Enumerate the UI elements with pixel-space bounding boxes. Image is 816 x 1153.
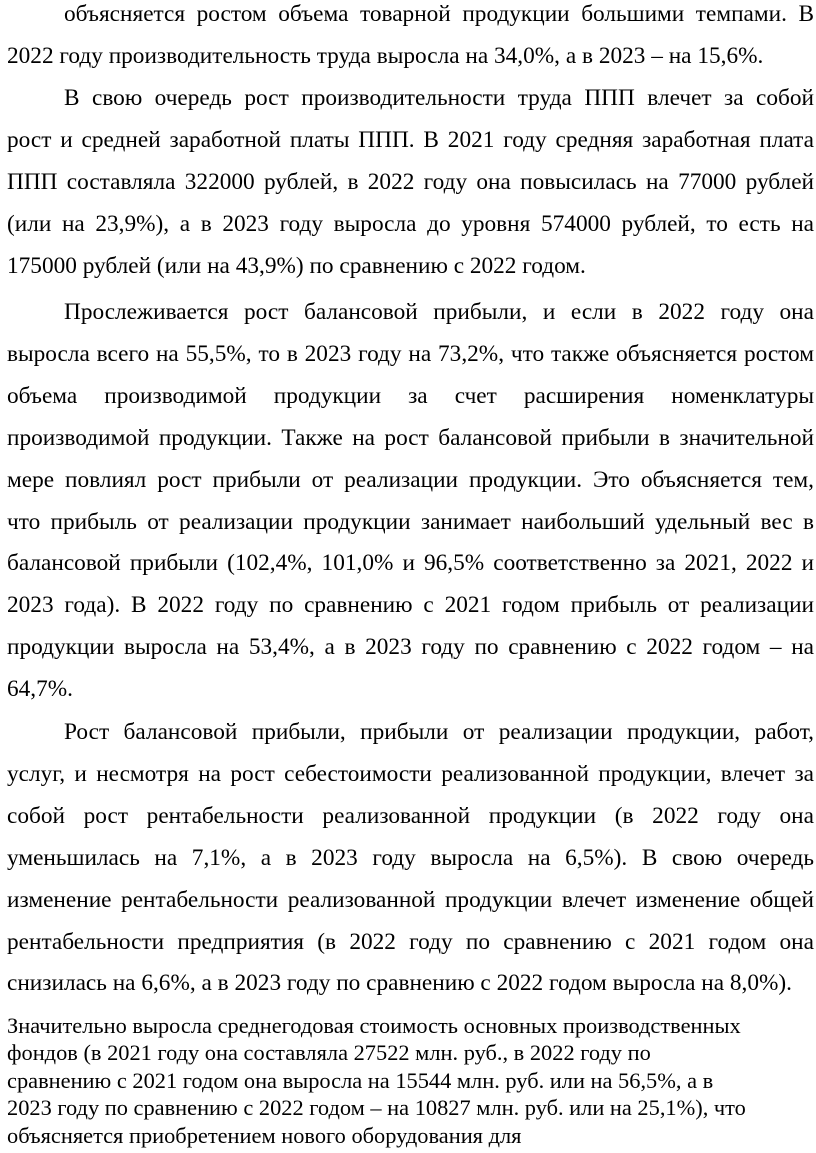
paragraph-profitability — [7, 712, 814, 1005]
text-line: ППП составляла 322000 рублей, в 2022 году она повысилась на 77000 рублей — [7, 168, 814, 195]
text-line: услуг, и несмотря на рост себестоимости реализованной продукции, влечет за — [7, 760, 814, 787]
paragraph-balance-profit — [7, 292, 814, 711]
text-line: снизилась на 6,6%, а в 2023 году по сравнению с 2022 годом выросла на 8,0%). — [7, 970, 792, 997]
text-line: рентабельности предприятия (в 2022 году по сравнению с 2021 годом она — [7, 928, 814, 955]
text-line: балансовой прибыли (102,4%, 101,0% и 96,5% соответственно за 2021, 2022 и — [7, 550, 814, 577]
text-line: объема производимой продукции за счет расширения номенклатуры — [7, 382, 814, 409]
text-line: объясняется приобретением нового оборудования для — [7, 1122, 522, 1148]
text-line: что прибыль от реализации продукции занимает наибольший удельный вес в — [7, 508, 814, 535]
text-line: продукции выросла на 53,4%, а в 2023 году по сравнению с 2022 годом – на — [7, 634, 814, 661]
text-line: (или на 23,9%), а в 2023 году выросла до уровня 574000 рублей, то есть на — [7, 210, 814, 237]
text-line: сравнению с 2021 годом она выросла на 15544 млн. руб. или на 56,5%, а в — [7, 1067, 714, 1093]
text-line: производимой продукции. Также на рост балансовой прибыли в значительной — [7, 424, 814, 451]
text-line: объясняется ростом объема товарной продукции большими темпами. В — [64, 1, 814, 27]
paragraph-productivity — [7, 0, 814, 78]
text-line: рост и средней заработной платы ППП. В 2021 году средняя заработная плата — [7, 126, 814, 153]
text-line: 2023 года). В 2022 году по сравнению с 2021 годом прибыль от реализации — [7, 592, 814, 619]
text-line: изменение рентабельности реализованной продукции влечет изменение общей — [7, 886, 814, 913]
text-line: 2022 году производительность труда выросла на 34,0%, а в 2023 – на 15,6%. — [7, 42, 764, 69]
text-line: фондов (в 2021 году она составляла 27522 млн. руб., в 2022 году по — [7, 1040, 651, 1066]
text-line: собой рост рентабельности реализованной продукции (в 2022 году она — [7, 802, 814, 829]
paragraph-wages — [7, 78, 814, 288]
text-line: уменьшилась на 7,1%, а в 2023 году выросла на 6,5%). В свою очередь — [7, 844, 814, 871]
text-line: 2023 году по сравнению с 2022 годом – на 10827 млн. руб. или на 25,1%), что — [7, 1095, 746, 1121]
text-line: Прослеживается рост балансовой прибыли, и если в 2022 году она — [64, 299, 814, 325]
text-line: В свою очередь рост производительности труда ППП влечет за собой — [64, 85, 814, 111]
text-line: 64,7%. — [7, 676, 74, 703]
text-line: Рост балансовой прибыли, прибыли от реализации продукции, работ, — [64, 719, 814, 745]
text-line: 175000 рублей (или на 43,9%) по сравнению с 2022 годом. — [7, 252, 586, 279]
text-line: Значительно выросла среднегодовая стоимость основных производственных — [7, 1013, 741, 1038]
text-line: выросла всего на 55,5%, то в 2023 году на 73,2%, что также объясняется ростом — [7, 340, 814, 367]
paragraph-fixed-assets — [7, 1012, 814, 1149]
text-line: мере повлиял рост прибыли от реализации продукции. Это объясняется тем, — [7, 466, 814, 493]
